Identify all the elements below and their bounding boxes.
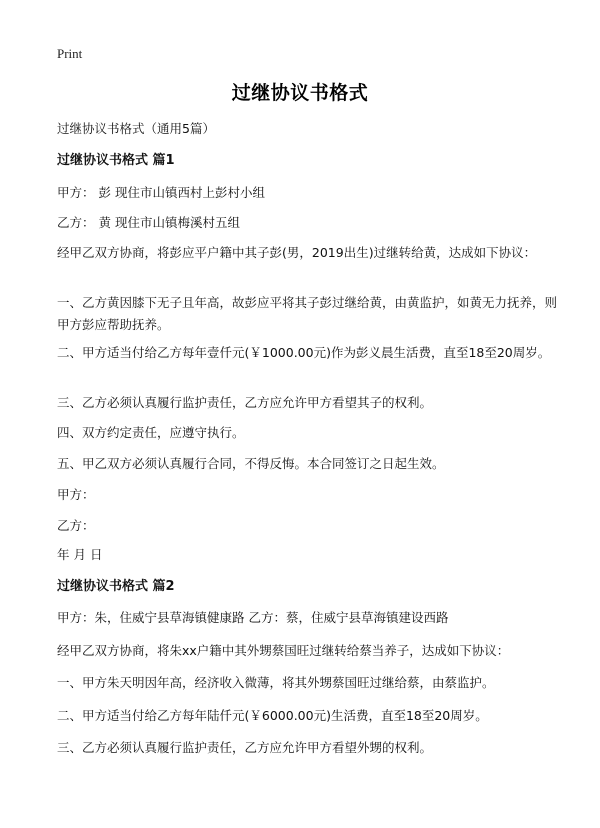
section2-parties: 甲方：朱，住威宁县草海镇健康路 乙方：蔡，住威宁县草海镇建设西路 [57, 610, 449, 625]
section2-heading: 过继协议书格式 篇2 [57, 579, 175, 594]
section1-intro: 经甲乙双方协商，将彭应平户籍中其子彭(男，2019出生)过继转给黄，达成如下协议： [57, 245, 537, 260]
section1-party-a: 甲方： 彭 现住市山镇西村上彭村小组 [57, 185, 265, 200]
section1-clause-3: 三、乙方必须认真履行监护责任，乙方应允许甲方看望其子的权利。 [57, 395, 433, 410]
section1-sign-a: 甲方： [57, 487, 95, 502]
section1-clause-1: 一、乙方黄因膝下无子且年高，故彭应平将其子彭过继给黄，由黄监护，如黄无力抚养，则甲方彭应帮助抚养。 [57, 295, 558, 332]
section1-date: 年 月 日 [57, 547, 103, 562]
section1-clause-2: 二、甲方适当付给乙方每年壹仟元(￥1000.00元)作为彭义晨生活费，直至18至20周岁。 [57, 345, 551, 360]
section2-intro: 经甲乙双方协商，将朱xx户籍中其外甥蔡国旺过继转给蔡当养子，达成如下协议： [57, 643, 510, 658]
section1-party-b: 乙方： 黄 现住市山镇梅溪村五组 [57, 215, 240, 230]
print-link[interactable]: Print [57, 46, 83, 61]
document-title: 过继协议书格式 [231, 82, 369, 104]
section1-sign-b: 乙方： [57, 518, 95, 533]
section2-clause-1: 一、甲方朱天明因年高，经济收入微薄，将其外甥蔡国旺过继给蔡，由蔡监护。 [57, 675, 495, 690]
section2-clause-3: 三、乙方必须认真履行监护责任，乙方应允许甲方看望外甥的权利。 [57, 740, 433, 755]
section2-clause-2: 二、甲方适当付给乙方每年陆仟元(￥6000.00元)生活费，直至18至20周岁。 [57, 708, 488, 723]
section1-clause-5: 五、甲乙双方必须认真履行合同，不得反悔。本合同签订之日起生效。 [57, 456, 445, 471]
section1-clause-4: 四、双方约定责任，应遵守执行。 [57, 425, 245, 440]
section1-heading: 过继协议书格式 篇1 [57, 153, 175, 168]
document-subtitle: 过继协议书格式（通用5篇） [57, 121, 215, 136]
